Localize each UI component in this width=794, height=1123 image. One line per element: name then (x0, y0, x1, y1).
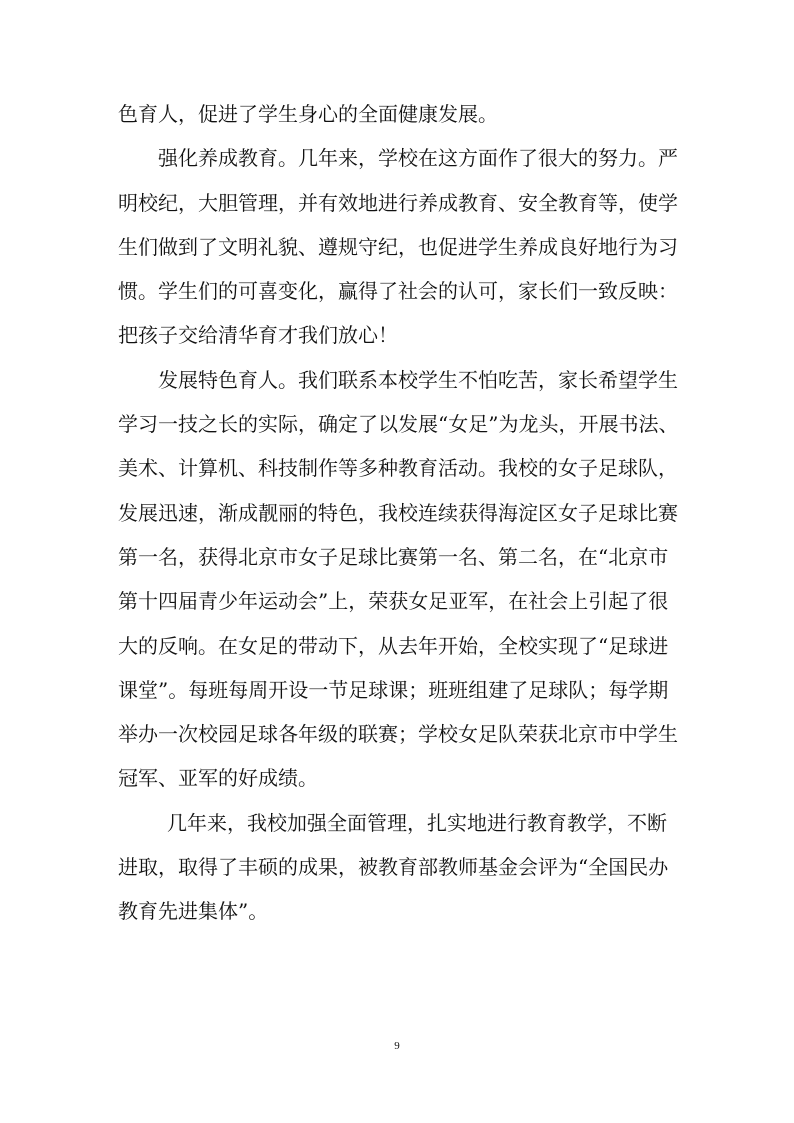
text-line: 第十四届青少年运动会”上，荣获女足亚军，在社会上引起了很 (118, 589, 669, 614)
text-line: 生们做到了文明礼貌、遵规守纪，也促进学生养成良好地行为习 (118, 234, 678, 259)
page-number: 9 (394, 1040, 400, 1052)
text-line: 把孩子交给清华育才我们放心！ (118, 323, 398, 348)
text-line: 几年来，我校加强全面管理，扎实地进行教育教学，不断 (167, 810, 667, 835)
text-line: 学习一技之长的实际，确定了以发展“女足”为龙头，开展书法、 (118, 412, 679, 437)
text-line: 色育人，促进了学生身心的全面健康发展。 (118, 102, 498, 126)
text-line: 冠军、亚军的好成绩。 (118, 766, 318, 791)
text-line: 明校纪，大胆管理，并有效地进行养成教育、安全教育等，使学 (118, 190, 678, 215)
text-line: 发展迅速，渐成靓丽的特色，我校连续获得海淀区女子足球比赛 (118, 500, 678, 525)
text-line: 强化养成教育。几年来，学校在这方面作了很大的努力。严 (158, 146, 678, 171)
text-line: 第一名，获得北京市女子足球比赛第一名、第二名，在“北京市 (118, 544, 669, 569)
text-line: 大的反响。在女足的带动下，从去年开始，全校实现了“足球进 (118, 633, 669, 658)
text-line: 发展特色育人。我们联系本校学生不怕吃苦，家长希望学生 (158, 367, 678, 392)
text-line: 教育先进集体”。 (118, 899, 269, 924)
text-line: 举办一次校园足球各年级的联赛；学校女足队荣获北京市中学生 (118, 722, 678, 747)
body-text (118, 92, 684, 934)
text-line: 进取，取得了丰硕的成果，被教育部教师基金会评为“全国民办 (118, 855, 669, 880)
text-line: 课堂”。每班每周开设一节足球课；班班组建了足球队；每学期 (118, 677, 669, 702)
text-line: 美术、计算机、科技制作等多种教育活动。我校的女子足球队， (118, 456, 678, 481)
text-line: 惯。学生们的可喜变化，赢得了社会的认可，家长们一致反映： (118, 279, 678, 304)
